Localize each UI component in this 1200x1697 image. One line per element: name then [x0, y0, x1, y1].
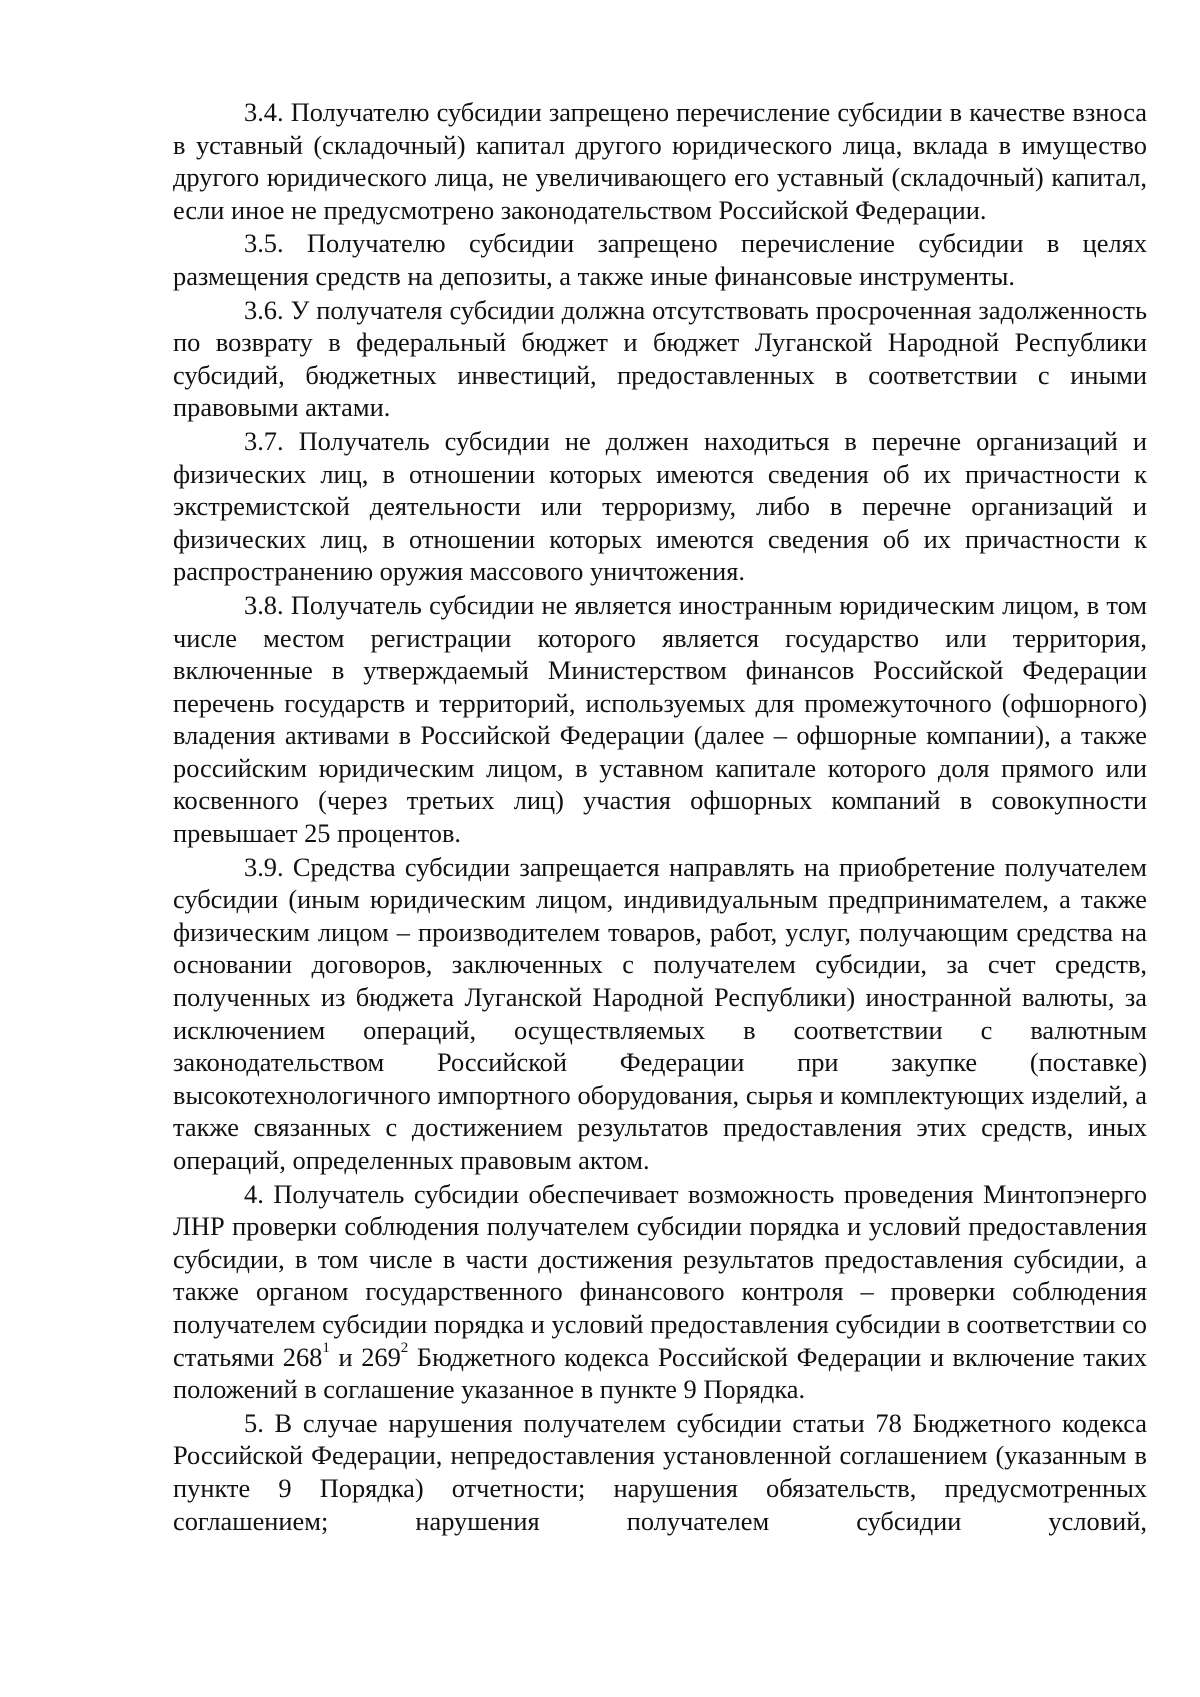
paragraph-4-text-middle: и 269 — [329, 1341, 401, 1372]
paragraph-3-4: 3.4. Получателю субсидии запрещено перечисление субсидии в качестве взноса в уставный (складочный) капитал другого юридического лица, вклада в имущество другого юридического лица, не увеличивающего его уставный (складочный) капитал, если иное не предусмотрено законодательством Российской Федерации. — [173, 97, 1147, 225]
paragraph-5: 5. В случае нарушения получателем субсидии статьи 78 Бюджетного кодекса Российской Федерации, непредоставления установленной соглашением (указанным в пункте 9 Порядка) отчетности; нарушения обязательств, предусмотренных соглашением; нарушения получателем субсидии условий, — [173, 1407, 1147, 1536]
document-body — [173, 96, 1147, 1537]
paragraph-4-text-after: Бюджетного кодекса Российской Федерации и включение таких положений в соглашение указанное в пункте 9 Порядка. — [173, 1341, 1147, 1405]
paragraph-4 — [173, 1178, 1147, 1406]
superscript-2: 2 — [400, 1339, 409, 1356]
paragraph-3-9: 3.9. Средства субсидии запрещается направлять на приобретение получателем субсидии (иным юридическим лицом, индивидуальным предпринимателем, а также физическим лицом – производителем товаров, работ, услуг, получающим средства на основании договоров, заключенных с получателем субсидии, за счет средств, полученных из бюджета Луганской Народной Республики) иностранной валюты, за исключением операций, осуществляемых в соответствии с валютным законодательством Российской Федерации при закупке (поставке) высокотехнологичного импортного оборудования, сырья и комплектующих изделий, а также связанных с достижением результатов предоставления этих средств, иных операций, определенных правовым актом. — [173, 851, 1147, 1175]
paragraph-3-7: 3.7. Получатель субсидии не должен находиться в перечне организаций и физических лиц, в отношении которых имеются сведения об их причастности к экстремистской деятельности или терроризму, либо в перечне организаций и физических лиц, в отношении которых имеются сведения об их причастности к распространению оружия массового уничтожения. — [173, 425, 1147, 587]
paragraph-4-text-before: 4. Получатель субсидии обеспечивает возможность проведения Минтопэнерго ЛНР проверки соблюдения получателем субсидии порядка и условий предоставления субсидии, в том числе в части достижения результатов предоставления субсидии, а также органом государственного финансового контроля – проверки соблюдения получателем субсидии порядка и условий предоставления субсидии в соответствии со статьями 268 — [173, 1178, 1147, 1372]
paragraph-3-8: 3.8. Получатель субсидии не является иностранным юридическим лицом, в том числе местом регистрации которого является государство или территория, включенные в утверждаемый Министерством финансов Российской Федерации перечень государств и территорий, используемых для промежуточного (офшорного) владения активами в Российской Федерации (далее – офшорные компании), а также российским юридическим лицом, в уставном капитале которого доля прямого или косвенного (через третьих лиц) участия офшорных компаний в совокупности превышает 25 процентов. — [173, 589, 1147, 849]
superscript-1: 1 — [322, 1339, 330, 1356]
paragraph-3-6: 3.6. У получателя субсидии должна отсутствовать просроченная задолженность по возврату в федеральный бюджет и бюджет Луганской Народной Республики субсидий, бюджетных инвестиций, предоставленных в соответствии с иными правовыми актами. — [173, 294, 1147, 423]
paragraph-3-5: 3.5. Получателю субсидии запрещено перечисление субсидии в целях размещения средств на депозиты, а также иные финансовые инструменты. — [173, 228, 1147, 291]
